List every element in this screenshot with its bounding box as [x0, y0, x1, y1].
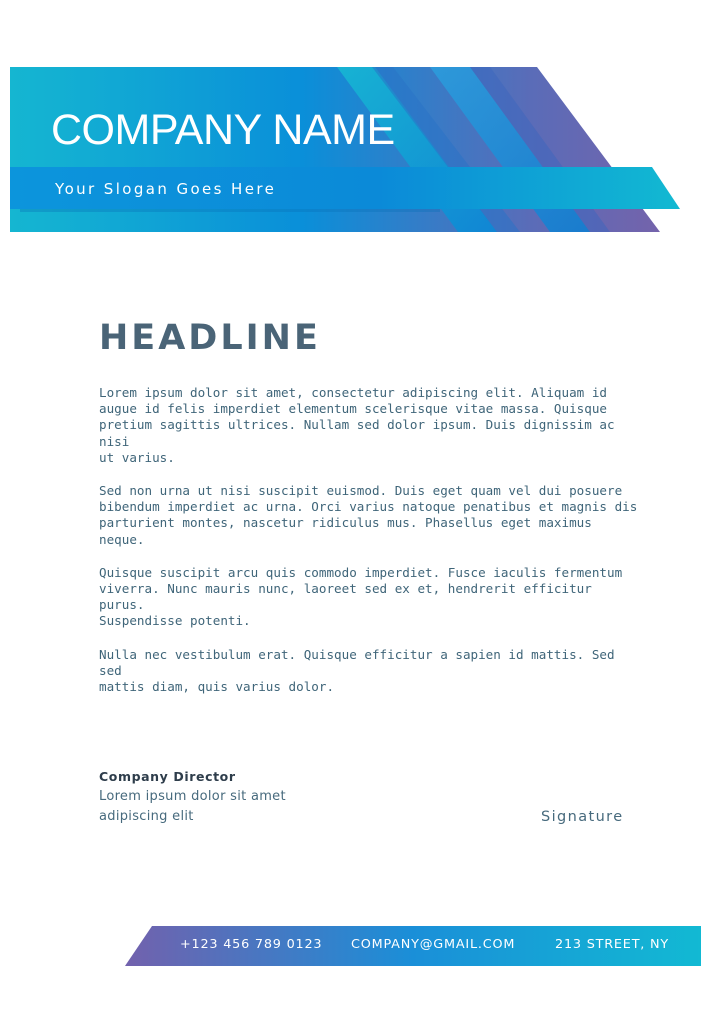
- body-line: Sed non urna ut nisi suscipit euismod. Duis eget quam vel dui posuere: [99, 483, 623, 499]
- body-line: pretium sagittis ultrices. Nullam sed dolor ipsum. Duis dignissim ac nisi: [99, 417, 615, 449]
- body-paragraph: [99, 385, 644, 466]
- company-slogan: Your Slogan Goes Here: [55, 180, 277, 198]
- page-headline: HEADLINE: [99, 318, 321, 358]
- company-name: COMPANY NAME: [51, 106, 395, 154]
- body-line: neque.: [99, 531, 145, 547]
- body-paragraph: [99, 647, 644, 696]
- body-paragraph: [99, 565, 644, 630]
- body-line: Lorem ipsum dolor sit amet, consectetur adipiscing elit. Aliquam id: [99, 385, 607, 400]
- body-line: Nulla nec vestibulum erat. Quisque efficitur a sapien id mattis. Sed sed: [99, 646, 615, 678]
- letter-body: [99, 385, 644, 712]
- body-line: mattis diam, quis varius dolor.: [99, 679, 335, 695]
- body-line: augue id felis imperdiet elementum scelerisque vitae massa. Quisque: [99, 401, 607, 417]
- footer-phone[interactable]: +123 456 789 0123: [180, 937, 323, 952]
- director-title: Company Director: [99, 769, 236, 784]
- slogan-bar-shadow: [20, 209, 440, 212]
- body-line: Suspendisse potenti.: [99, 613, 251, 629]
- body-line: viverra. Nunc mauris nunc, laoreet sed ex et, hendrerit efficitur purus.: [99, 581, 592, 613]
- director-line-2: adipiscing elit: [99, 809, 194, 824]
- director-line-1: Lorem ipsum dolor sit amet: [99, 789, 286, 804]
- footer-address: 213 STREET, NY: [555, 937, 670, 952]
- signature-label: Signature: [541, 809, 624, 825]
- body-line: ut varius.: [99, 449, 175, 465]
- body-line: parturient montes, nascetur ridiculus mus. Phasellus eget maximus: [99, 515, 592, 531]
- footer-email[interactable]: COMPANY@GMAIL.COM: [351, 937, 516, 952]
- body-line: Quisque suscipit arcu quis commodo imperdiet. Fusce iaculis fermentum: [99, 564, 623, 580]
- body-paragraph: [99, 483, 644, 548]
- body-line: bibendum imperdiet ac urna. Orci varius natoque penatibus et magnis dis: [99, 499, 638, 515]
